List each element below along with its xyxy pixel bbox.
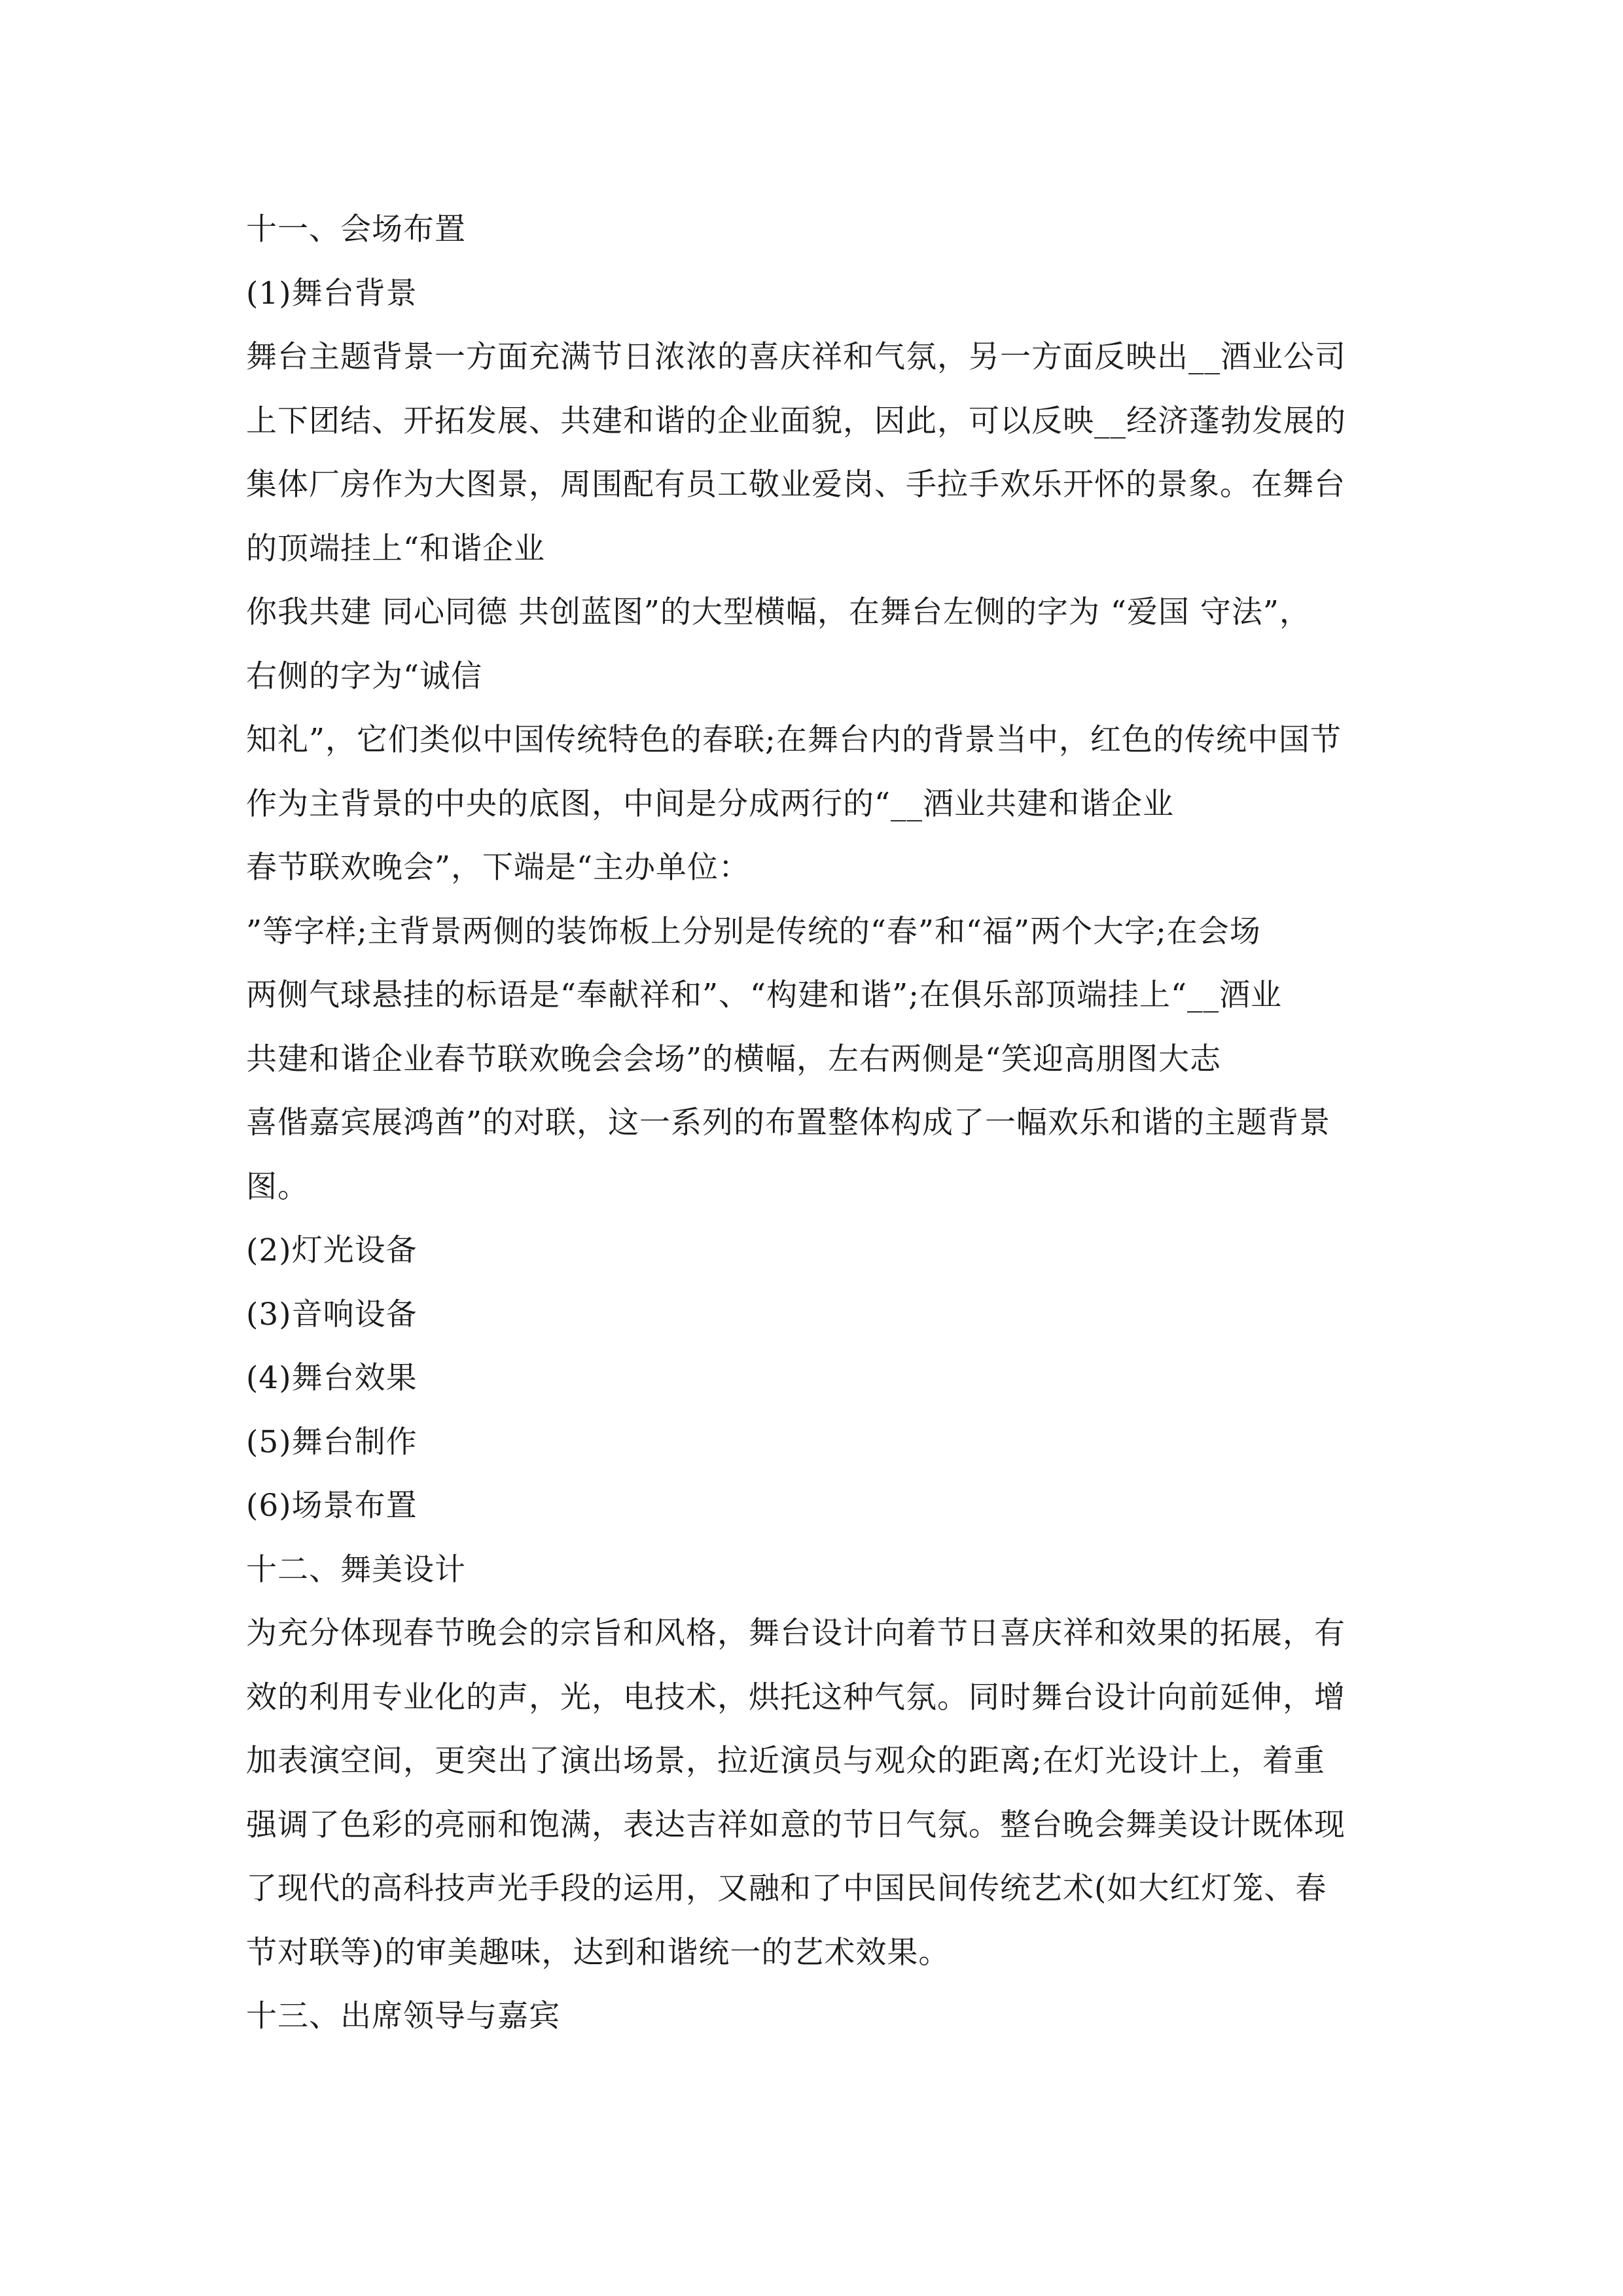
paragraph-line: 你我共建 同心同德 共创蓝图”的大型横幅，在舞台左侧的字为 “爱国 守法”， <box>246 594 1311 630</box>
paragraph-line: 上下团结、开拓发展、共建和谐的企业面貌，因此，可以反映__经济蓬勃发展的 <box>246 403 1346 439</box>
section-heading-11: 十一、会场布置 <box>246 211 466 247</box>
paragraph-line: 的顶端挂上“和谐企业 <box>246 530 546 567</box>
section-heading-12: 十二、舞美设计 <box>246 1551 466 1588</box>
subheading-lighting: (2)灯光设备 <box>246 1232 418 1268</box>
paragraph-line: 喜偕嘉宾展鸿酋”的对联，这一系列的布置整体构成了一幅欢乐和谐的主题背景 <box>246 1105 1331 1141</box>
paragraph-line: 共建和谐企业春节联欢晚会会场”的横幅，左右两侧是“笑迎高朋图大志 <box>246 1041 1222 1077</box>
paragraph-line: 节对联等)的审美趣味，达到和谐统一的艺术效果。 <box>246 1934 950 1971</box>
paragraph-line: ”等字样;主背景两侧的装饰板上分别是传统的“春”和“福”两个大字;在会场 <box>246 913 1261 950</box>
paragraph-line: 春节联欢晚会”，下端是“主办单位： <box>246 850 751 886</box>
subheading-stage-background: (1)舞台背景 <box>246 275 418 312</box>
paragraph-line: 作为主背景的中央的底图，中间是分成两行的“__酒业共建和谐企业 <box>246 785 1175 822</box>
subheading-stage-production: (5)舞台制作 <box>246 1424 418 1460</box>
subheading-scene-layout: (6)场景布置 <box>246 1488 418 1524</box>
section-heading-13: 十三、出席领导与嘉宾 <box>246 1998 560 2034</box>
paragraph-line: 了现代的高科技声光手段的运用，又融和了中国民间传统艺术(如大红灯笼、春 <box>246 1871 1327 1907</box>
paragraph-line: 图。 <box>246 1168 309 1205</box>
paragraph-line: 为充分体现春节晚会的宗旨和风格，舞台设计向着节日喜庆祥和效果的拓展，有 <box>246 1615 1346 1651</box>
paragraph-line: 舞台主题背景一方面充满节日浓浓的喜庆祥和气氛，另一方面反映出__酒业公司 <box>246 339 1346 375</box>
paragraph-line: 加表演空间，更突出了演出场景，拉近演员与观众的距离;在灯光设计上，着重 <box>246 1743 1325 1779</box>
paragraph-line: 右侧的字为“诚信 <box>246 658 483 694</box>
paragraph-line: 集体厂房作为大图景，周围配有员工敬业爱岗、手拉手欢乐开怀的景象。在舞台 <box>246 467 1346 503</box>
paragraph-line: 知礼”，它们类似中国传统特色的春联;在舞台内的背景当中，红色的传统中国节 <box>246 722 1342 758</box>
paragraph-line: 强调了色彩的亮丽和饱满，表达吉祥如意的节日气氛。整台晚会舞美设计既体现 <box>246 1806 1346 1843</box>
subheading-stage-effects: (4)舞台效果 <box>246 1360 418 1396</box>
subheading-audio: (3)音响设备 <box>246 1296 418 1333</box>
document-body <box>246 198 1385 2049</box>
paragraph-line: 两侧气球悬挂的标语是“奉献祥和”、“构建和谐”;在俱乐部顶端挂上“__酒业 <box>246 977 1282 1013</box>
paragraph-line: 效的利用专业化的声，光，电技术，烘托这种气氛。同时舞台设计向前延伸，增 <box>246 1679 1346 1715</box>
